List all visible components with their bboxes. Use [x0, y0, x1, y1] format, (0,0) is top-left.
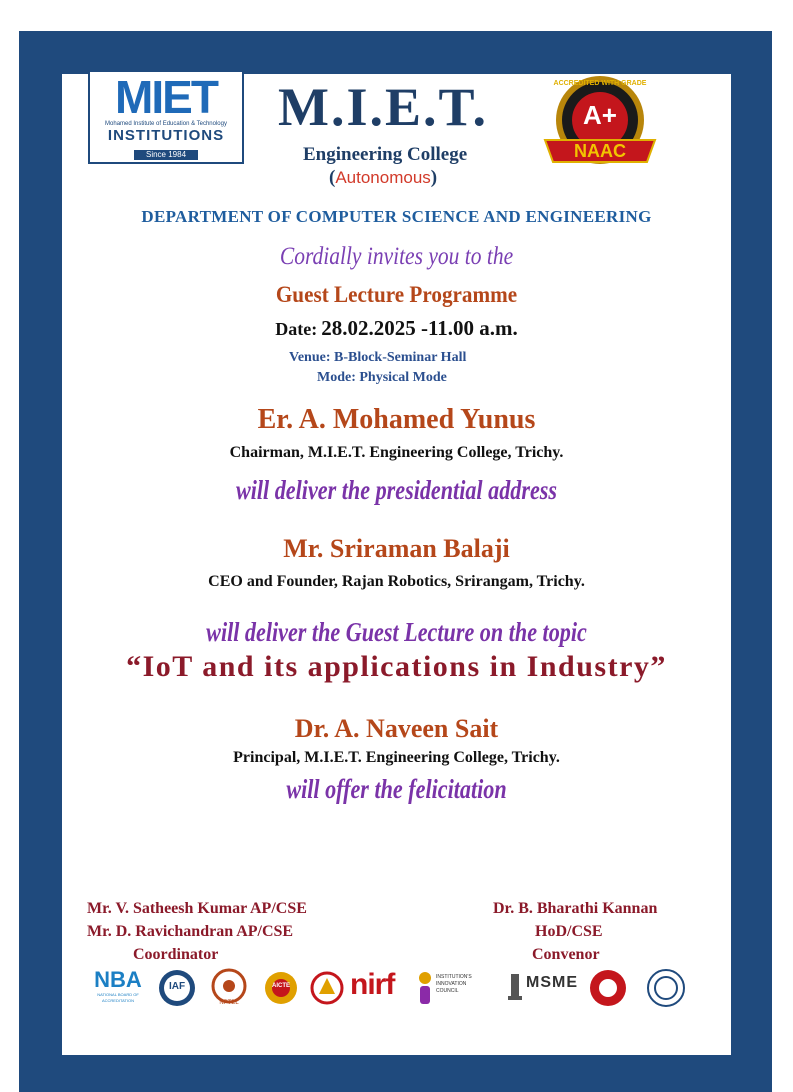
badge-naac: NAAC [574, 141, 626, 161]
speaker-3-role: Principal, M.I.E.T. Engineering College, Trichy. [233, 749, 560, 766]
iic-text: INSTITUTION'S INNOVATION COUNCIL [436, 974, 472, 994]
speaker-2-name: Mr. Sriraman Balaji [283, 534, 510, 563]
iaf-logo [157, 968, 197, 1008]
naac-badge [535, 70, 665, 175]
invite-line: Cordially invites you to the [279, 243, 514, 270]
speaker-1-name: Er. A. Mohamed Yunus [257, 404, 536, 435]
date-label: Date: [275, 319, 318, 339]
coordinator-label: Coordinator [133, 946, 219, 963]
programme-title: Guest Lecture Programme [275, 282, 518, 307]
logo-text: MIET [115, 71, 217, 123]
mode: Mode: Physical Mode [317, 370, 447, 385]
nptel-logo [207, 968, 251, 1008]
aicte-logo [263, 968, 299, 1008]
speaker-3-action: will offer the felicitation [286, 774, 507, 804]
speaker-2-role: CEO and Founder, Rajan Robotics, Srirangam, Trichy. [208, 573, 585, 590]
university-seal [646, 968, 686, 1008]
nirf-logo [350, 968, 412, 1008]
logo-since: Since 1984 [134, 150, 198, 160]
college-title: M.I.E.T. [278, 77, 489, 137]
aicte-text: AICTE [272, 983, 290, 989]
lecture-topic: “IoT and its applications in Industry” [126, 650, 667, 683]
speaker-1-action: will deliver the presidential address [235, 475, 558, 505]
logo-institutions: INSTITUTIONS [107, 127, 225, 144]
paren-open: ( [329, 167, 336, 188]
autonomous-line [329, 167, 437, 189]
autonomous-label: Autonomous [335, 168, 431, 187]
nba-subtext: NATIONAL BOARD OF ACCREDITATION [97, 992, 139, 1003]
date-line [0, 316, 793, 341]
nba-logo [88, 968, 148, 1008]
nptel-text: NPTEL [219, 1000, 239, 1006]
msme-text: MSME [526, 974, 578, 991]
nba-text: NBA [94, 967, 142, 992]
coordinator-1: Mr. V. Satheesh Kumar AP/CSE [87, 900, 307, 917]
paren-close: ) [430, 167, 438, 188]
hod-name: Dr. B. Bharathi Kannan [493, 900, 658, 917]
iic-logo [416, 968, 482, 1008]
hod-title: HoD/CSE [535, 923, 603, 940]
speaker-1-role: Chairman, M.I.E.T. Engineering College, Trichy. [229, 444, 564, 461]
date-value: 28.02.2025 -11.00 a.m. [321, 316, 518, 340]
college-subtitle: Engineering College [303, 144, 468, 165]
miet-logo [88, 70, 244, 164]
nirf-text: nirf [350, 968, 395, 1001]
speaker-3-name: Dr. A. Naveen Sait [294, 714, 499, 743]
msme-logo [526, 968, 576, 1008]
ashoka-emblem [506, 968, 524, 1008]
coordinator-2: Mr. D. Ravichandran AP/CSE [87, 923, 294, 940]
emblem-logo [310, 968, 344, 1008]
badge-grade: A+ [583, 100, 617, 130]
state-logo [588, 968, 628, 1008]
venue: Venue: B-Block-Seminar Hall [289, 350, 467, 365]
speaker-2-action: will deliver the Guest Lecture on the topic [206, 617, 587, 647]
iaf-text: IAF [168, 981, 186, 992]
logo-subtitle: Mohamed Institute of Education & Technology [105, 121, 227, 127]
badge-ring-text: ACCREDITED WITH GRADE [553, 80, 647, 87]
convenor-label: Convenor [532, 946, 600, 963]
department-heading: DEPARTMENT OF COMPUTER SCIENCE AND ENGINEERING [141, 207, 652, 226]
